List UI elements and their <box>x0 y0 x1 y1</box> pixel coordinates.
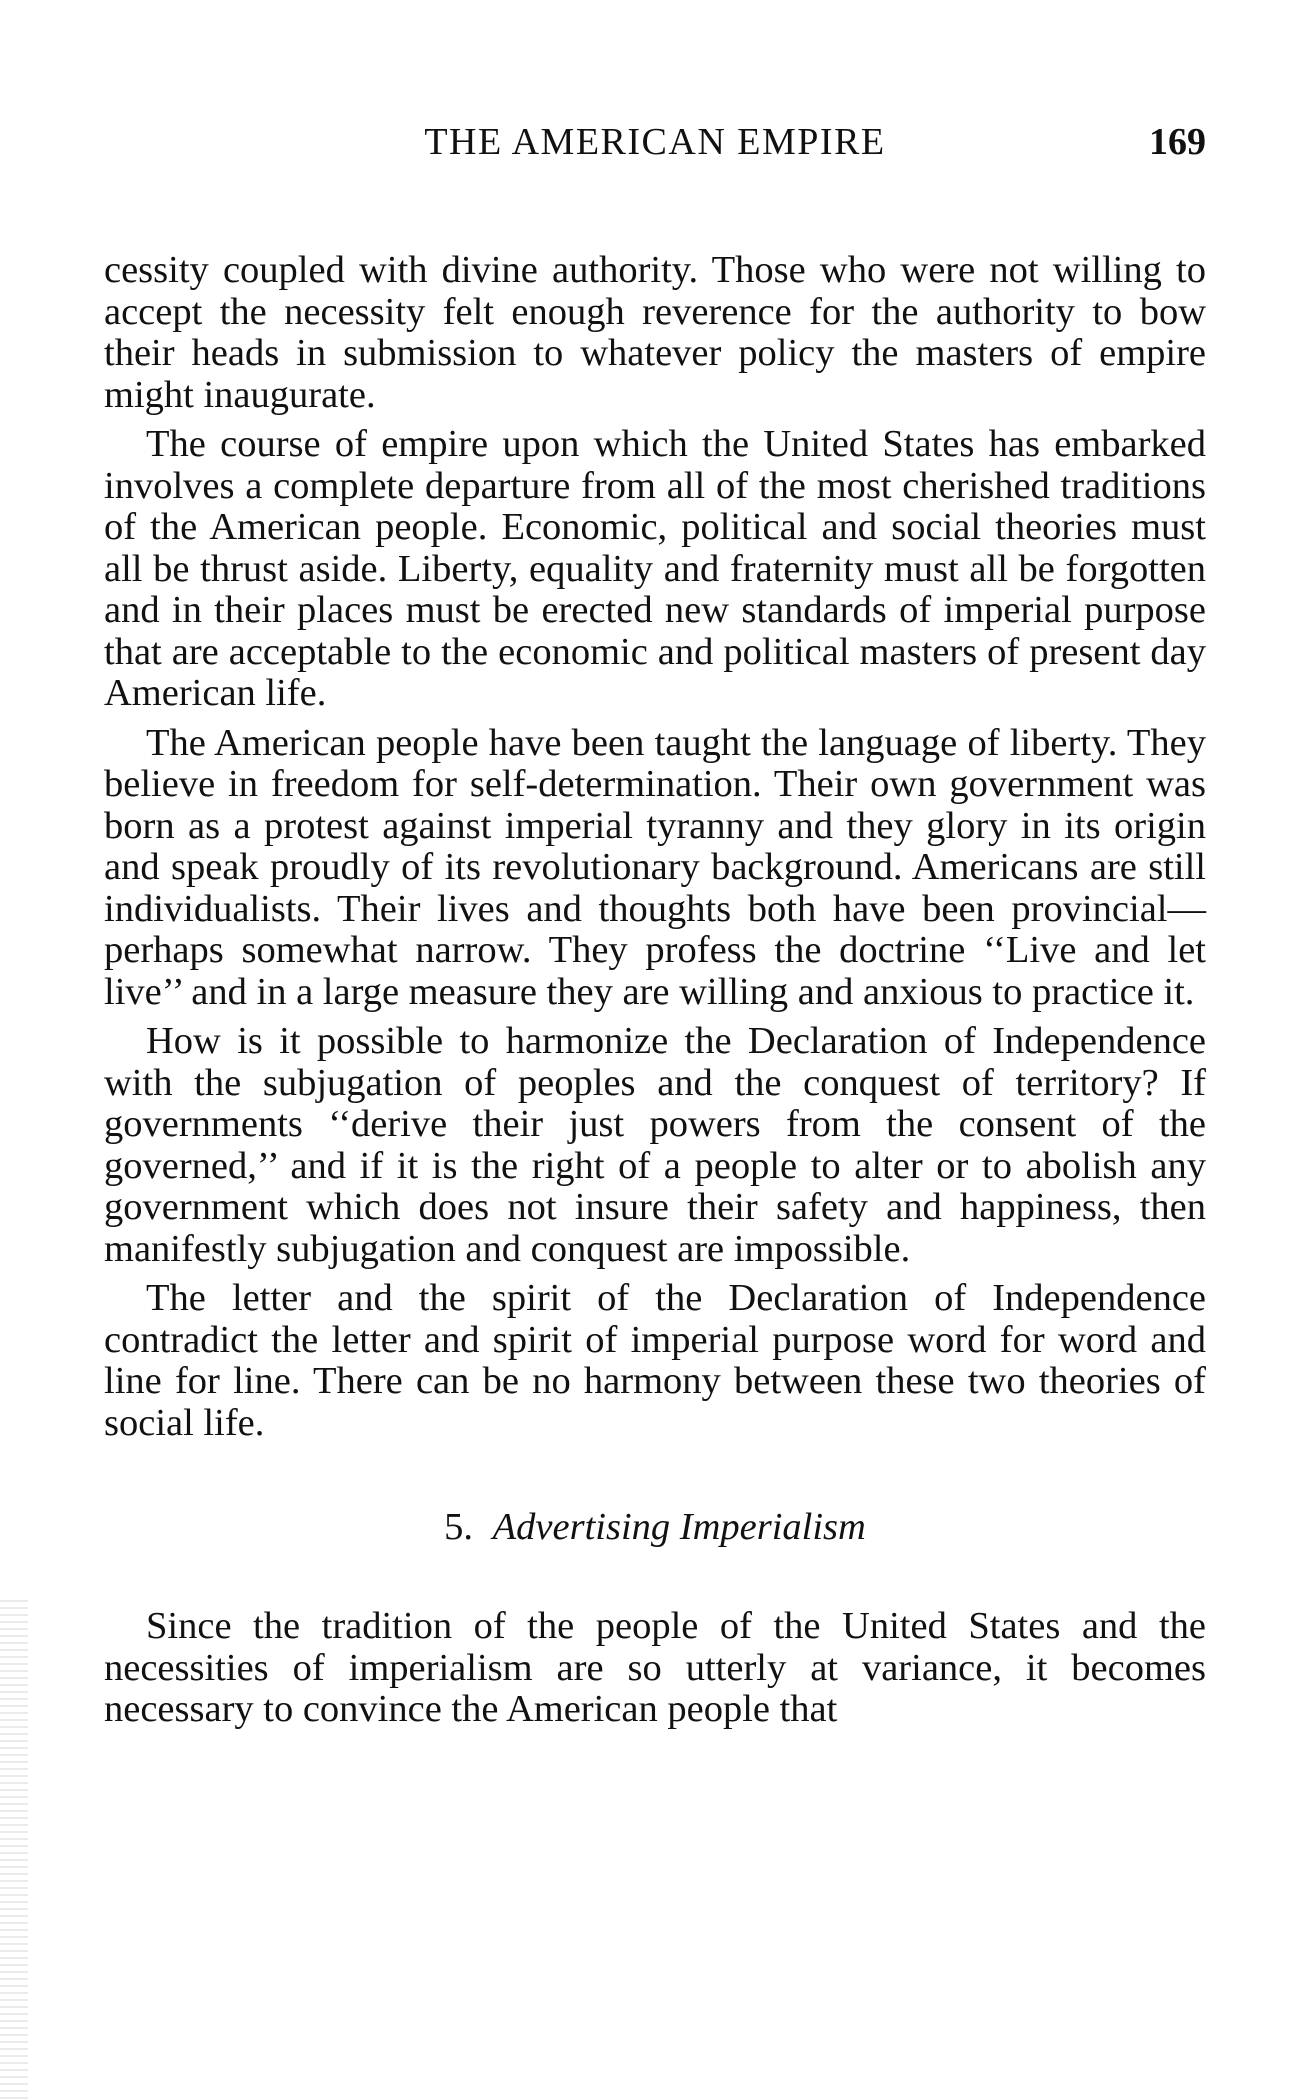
paragraph: The course of empire upon which the United States has embarked involves a complete departure from all of the most cherished traditions of the American people. Economic, political and social theories must all be thrust aside. Liberty, equality and fraternity must all be forgotten and in their places must be erected new standards of imperial purpose that are acceptable to the economic and political masters of present day American life. <box>104 423 1206 714</box>
body-text <box>104 250 1206 1739</box>
paragraph: The American people have been taught the language of liberty. They believe in freedom for self-determination. Their own government was born as a protest against imperial tyranny and they glory in its origin and speak proudly of its revolutionary background. Americans are still individualists. Their lives and thoughts both have been provincial—perhaps somewhat narrow. They profess the doctrine ‘‘Live and let live’’ and in a large measure they are willing and anxious to practice it. <box>104 721 1206 1013</box>
page-number: 169 <box>1149 121 1206 163</box>
running-head-title: THE AMERICAN EMPIRE <box>424 121 886 163</box>
running-head <box>104 120 1206 170</box>
section-title: Advertising Imperialism <box>492 1506 866 1548</box>
section-heading <box>104 1506 1206 1548</box>
paragraph: Since the tradition of the people of the United States and the necessities of imperialism are so utterly at variance, it becomes necessary to convince the American people that <box>104 1605 1206 1730</box>
section-number: 5. <box>444 1506 474 1548</box>
paragraph: cessity coupled with divine authority. Those who were not willing to accept the necessity felt enough reverence for the authority to bow their heads in submission to whatever policy the masters of empire might inaugurate. <box>104 249 1206 416</box>
scan-edge-artifact <box>0 1600 28 2100</box>
paragraph: How is it possible to harmonize the Declaration of Independence with the subjugation of peoples and the conquest of territory? If governments ‘‘derive their just powers from the consent of the governed,’’ and if it is the right of a people to alter or to abolish any government which does not insure their safety and happiness, then manifestly subjugation and conquest are impossible. <box>104 1020 1206 1270</box>
paragraph: The letter and the spirit of the Declaration of Independence contradict the letter and spirit of imperial purpose word for word and line for line. There can be no harmony between these two theories of social life. <box>104 1277 1206 1444</box>
